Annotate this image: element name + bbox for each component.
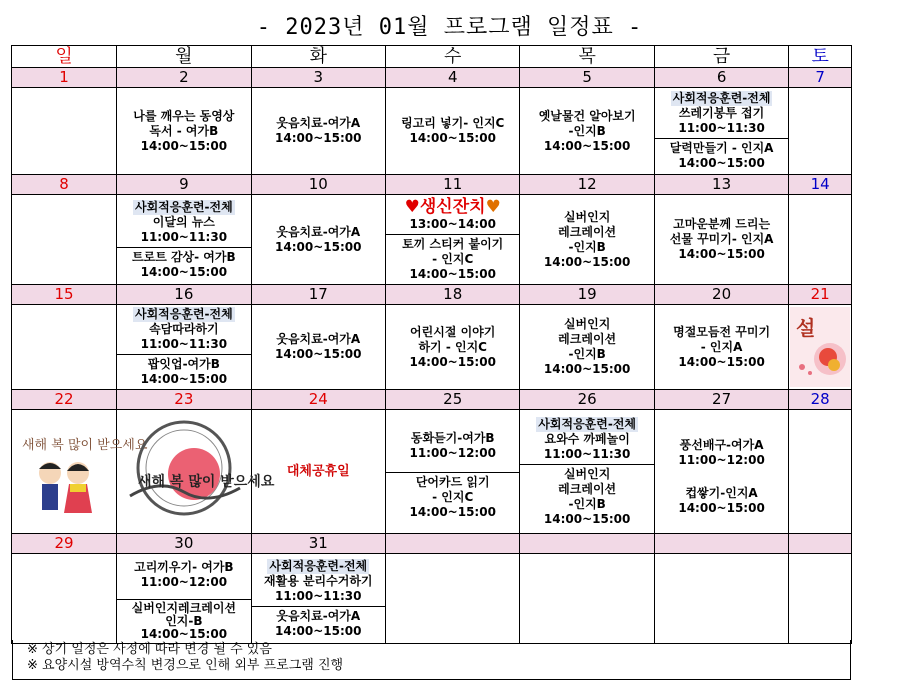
page-title: - 2023년 01월 프로그램 일정표 - bbox=[256, 15, 643, 40]
event-line: -인지B bbox=[568, 347, 606, 361]
event-line: 명절모듬전 꾸미기 bbox=[673, 324, 771, 339]
event-row bbox=[12, 305, 852, 390]
event-cell bbox=[117, 554, 251, 644]
event-line: 14:00~15:00 bbox=[543, 254, 631, 269]
event-cell bbox=[386, 305, 520, 390]
heart-icon: ♥ bbox=[485, 197, 501, 217]
event-line: - 인지A bbox=[700, 339, 743, 354]
date-cell: 24 bbox=[251, 390, 385, 410]
event-line: 쓰레기봉투 접기 bbox=[678, 106, 765, 120]
event-line: 14:00~15:00 bbox=[409, 267, 496, 281]
event-tag: 사회적응훈련-전체 bbox=[672, 91, 771, 105]
event-line: 14:00~15:00 bbox=[275, 131, 362, 145]
date-cell: 8 bbox=[12, 175, 117, 195]
event-cell bbox=[654, 305, 788, 390]
event-line: 어린시절 이야기 bbox=[410, 324, 496, 339]
weekday-sat: 토 bbox=[789, 46, 852, 68]
event-line: -인지B bbox=[568, 123, 606, 138]
event-cell bbox=[520, 88, 654, 175]
heart-icon: ♥ bbox=[404, 197, 420, 217]
date-cell: 20 bbox=[654, 285, 788, 305]
date-cell: 6 bbox=[654, 68, 788, 88]
event-line: 14:00~15:00 bbox=[409, 354, 496, 369]
date-cell: 18 bbox=[386, 285, 520, 305]
event-cell bbox=[386, 195, 520, 285]
birthday-party-title bbox=[387, 197, 518, 217]
event-line: 옛날물건 알아보기 bbox=[538, 108, 636, 123]
event-line: 실버인지 bbox=[563, 466, 611, 481]
date-cell: 1 bbox=[12, 68, 117, 88]
date-cell: 26 bbox=[520, 390, 654, 410]
event-cell bbox=[520, 305, 654, 390]
event-line: 14:00~15:00 bbox=[543, 511, 631, 526]
new-year-kids-illustration bbox=[12, 423, 148, 521]
event-line: 14:00~15:00 bbox=[409, 505, 496, 519]
event-line: 11:00~11:30 bbox=[140, 337, 228, 351]
date-row bbox=[12, 68, 852, 88]
seollal-illustration bbox=[789, 307, 851, 387]
date-cell: 2 bbox=[117, 68, 251, 88]
event-line: 14:00~15:00 bbox=[678, 156, 765, 170]
event-line: 나를 깨우는 동영상 bbox=[133, 108, 235, 123]
event-cell bbox=[654, 195, 788, 285]
svg-text:새해 복 많이 받으세요: 새해 복 많이 받으세요 bbox=[22, 437, 148, 453]
note-line: ※ 상기 일정은 사정에 따라 변경 될 수 있음 bbox=[27, 642, 272, 657]
date-cell: 13 bbox=[654, 175, 788, 195]
event-line: 이달의 뉴스 bbox=[152, 214, 215, 229]
date-cell bbox=[520, 534, 654, 554]
date-cell: 23 bbox=[117, 390, 251, 410]
event-cell bbox=[251, 88, 385, 175]
date-cell: 5 bbox=[520, 68, 654, 88]
empty-cell bbox=[789, 554, 852, 644]
empty-cell bbox=[12, 88, 117, 175]
event-line: 독서 - 여가B bbox=[149, 123, 219, 138]
date-cell bbox=[789, 534, 852, 554]
weekday-mon: 월 bbox=[117, 46, 251, 68]
event-line: 고마운분께 드리는 bbox=[673, 217, 771, 231]
image-cell bbox=[12, 410, 148, 534]
event-cell bbox=[386, 88, 520, 175]
event-cell bbox=[654, 410, 788, 534]
event-tag: 사회적응훈련-전체 bbox=[134, 199, 233, 214]
date-cell: 21 bbox=[789, 285, 852, 305]
event-line: 13:00~14:00 bbox=[409, 217, 496, 231]
date-row bbox=[12, 534, 852, 554]
event-line: 14:00~15:00 bbox=[275, 239, 362, 254]
event-line: 요와수 까페놀이 bbox=[544, 431, 630, 446]
event-line: 11:00~11:30 bbox=[275, 588, 362, 603]
date-cell: 19 bbox=[520, 285, 654, 305]
weekday-tue: 화 bbox=[251, 46, 385, 68]
date-cell: 25 bbox=[386, 390, 520, 410]
svg-text:새해 복 많이 받으세요: 새해 복 많이 받으세요 bbox=[137, 473, 275, 490]
date-cell: 7 bbox=[789, 68, 852, 88]
event-cell bbox=[654, 88, 788, 175]
event-row bbox=[12, 410, 852, 534]
date-row bbox=[12, 390, 852, 410]
empty-cell bbox=[789, 88, 852, 175]
event-line: 생신잔치 bbox=[419, 197, 486, 217]
event-line: 고리끼우기- 여가B bbox=[134, 560, 234, 574]
event-line: 14:00~15:00 bbox=[140, 138, 228, 153]
date-cell: 17 bbox=[251, 285, 385, 305]
event-line: 달력만들기 - 인지A bbox=[669, 141, 774, 155]
event-line: 웃음치료-여가A bbox=[276, 224, 361, 239]
event-line: 11:00~11:30 bbox=[678, 121, 765, 135]
event-line: 11:00~12:00 bbox=[409, 446, 496, 460]
date-cell: 10 bbox=[251, 175, 385, 195]
empty-cell bbox=[12, 305, 117, 390]
event-line: 11:00~11:30 bbox=[543, 446, 631, 461]
event-cell bbox=[251, 195, 385, 285]
event-line: 14:00~15:00 bbox=[275, 347, 362, 361]
event-line: 웃음치료-여가A bbox=[276, 608, 361, 623]
date-cell: 27 bbox=[654, 390, 788, 410]
image-cell bbox=[117, 410, 275, 534]
event-line: 풍선배구-여가A bbox=[679, 437, 764, 452]
date-row bbox=[12, 285, 852, 305]
event-line: 14:00~15:00 bbox=[678, 247, 765, 261]
event-line: 웃음치료-여가A bbox=[276, 116, 361, 130]
date-row bbox=[12, 175, 852, 195]
event-tag: 사회적응훈련-전체 bbox=[134, 307, 233, 321]
event-line: 14:00~15:00 bbox=[140, 372, 228, 386]
event-cell bbox=[117, 88, 251, 175]
event-line: 14:00~15:00 bbox=[543, 138, 631, 153]
date-cell bbox=[654, 534, 788, 554]
event-line: 링고리 넣기- 인지C bbox=[401, 116, 505, 130]
event-line: 레크레이션 bbox=[558, 224, 617, 239]
event-cell bbox=[117, 195, 251, 285]
event-cell bbox=[251, 410, 385, 534]
weekday-thu: 목 bbox=[520, 46, 654, 68]
notes-box bbox=[12, 640, 851, 680]
date-cell: 22 bbox=[12, 390, 117, 410]
event-line: -인지B bbox=[568, 239, 606, 254]
empty-cell bbox=[789, 195, 852, 285]
event-line: 단어카드 읽기 bbox=[415, 475, 490, 489]
calendar-table bbox=[11, 45, 852, 644]
holiday-label: 대체공휴일 bbox=[286, 464, 350, 479]
date-cell: 30 bbox=[117, 534, 251, 554]
event-row bbox=[12, 88, 852, 175]
event-line: 선물 꾸미기- 인지A bbox=[669, 232, 774, 246]
event-row bbox=[12, 195, 852, 285]
event-cell bbox=[386, 410, 520, 534]
date-cell: 16 bbox=[117, 285, 251, 305]
event-line: 11:00~12:00 bbox=[678, 452, 765, 467]
event-line: 14:00~15:00 bbox=[678, 500, 765, 515]
date-cell: 11 bbox=[386, 175, 520, 195]
date-cell: 14 bbox=[789, 175, 852, 195]
event-line: 속담따라하기 bbox=[149, 322, 219, 336]
event-cell bbox=[117, 305, 251, 390]
weekday-sun: 일 bbox=[12, 46, 117, 68]
event-line: 동화듣기-여가B bbox=[410, 431, 495, 445]
event-line: 인지-B bbox=[165, 614, 203, 628]
empty-cell bbox=[12, 554, 117, 644]
event-line: 재활용 분리수거하기 bbox=[264, 573, 373, 588]
event-line: 14:00~15:00 bbox=[409, 131, 496, 145]
new-year-greeting-illustration bbox=[117, 412, 275, 532]
event-cell bbox=[251, 305, 385, 390]
empty-cell bbox=[789, 410, 852, 534]
date-cell: 15 bbox=[12, 285, 117, 305]
event-line: 레크레이션 bbox=[558, 332, 617, 346]
event-line: 실버인지레크레이션 bbox=[131, 601, 237, 615]
weekday-wed: 수 bbox=[386, 46, 520, 68]
date-cell: 4 bbox=[386, 68, 520, 88]
event-line: 14:00~15:00 bbox=[275, 623, 362, 638]
image-cell bbox=[789, 305, 852, 390]
empty-cell bbox=[386, 554, 520, 644]
event-line: 트로트 감상- 여가B bbox=[132, 249, 236, 264]
event-line: 14:00~15:00 bbox=[140, 264, 228, 279]
date-cell: 9 bbox=[117, 175, 251, 195]
weekday-header-row bbox=[12, 46, 852, 68]
empty-cell bbox=[654, 554, 788, 644]
date-cell: 31 bbox=[251, 534, 385, 554]
empty-cell bbox=[12, 195, 117, 285]
event-line: 컵쌓기-인지A bbox=[685, 485, 758, 500]
event-line: 11:00~12:00 bbox=[140, 575, 228, 589]
event-tag: 사회적응훈련-전체 bbox=[538, 416, 637, 431]
weekday-fri: 금 bbox=[654, 46, 788, 68]
note-line: ※ 요양시설 방역수칙 변경으로 인해 외부 프로그램 진행 bbox=[27, 658, 344, 673]
date-cell: 28 bbox=[789, 390, 852, 410]
event-line: 14:00~15:00 bbox=[140, 627, 228, 641]
event-line: 하기 - 인지C bbox=[418, 339, 487, 354]
event-tag: 사회적응훈련-전체 bbox=[269, 558, 368, 573]
event-line: 14:00~15:00 bbox=[678, 354, 765, 369]
date-cell: 29 bbox=[12, 534, 117, 554]
event-line: 실버인지 bbox=[563, 209, 611, 224]
event-cell bbox=[520, 410, 654, 534]
event-line: 레크레이션 bbox=[558, 481, 617, 496]
date-cell: 12 bbox=[520, 175, 654, 195]
event-line: 14:00~15:00 bbox=[543, 362, 631, 376]
event-line: - 인지C bbox=[432, 490, 474, 504]
event-line: -인지B bbox=[568, 496, 606, 511]
event-cell bbox=[520, 195, 654, 285]
event-row bbox=[12, 554, 852, 644]
date-cell bbox=[386, 534, 520, 554]
svg-text:설: 설 bbox=[796, 316, 816, 340]
empty-cell bbox=[520, 554, 654, 644]
event-line: - 인지C bbox=[432, 252, 474, 266]
event-line: 웃음치료-여가A bbox=[276, 332, 361, 346]
event-line: 팝잇업-여가B bbox=[147, 357, 220, 371]
event-cell bbox=[251, 554, 385, 644]
event-line: 11:00~11:30 bbox=[140, 229, 228, 244]
date-cell: 3 bbox=[251, 68, 385, 88]
event-line: 토끼 스티커 붙이기 bbox=[402, 237, 504, 251]
event-line: 실버인지 bbox=[563, 317, 611, 331]
